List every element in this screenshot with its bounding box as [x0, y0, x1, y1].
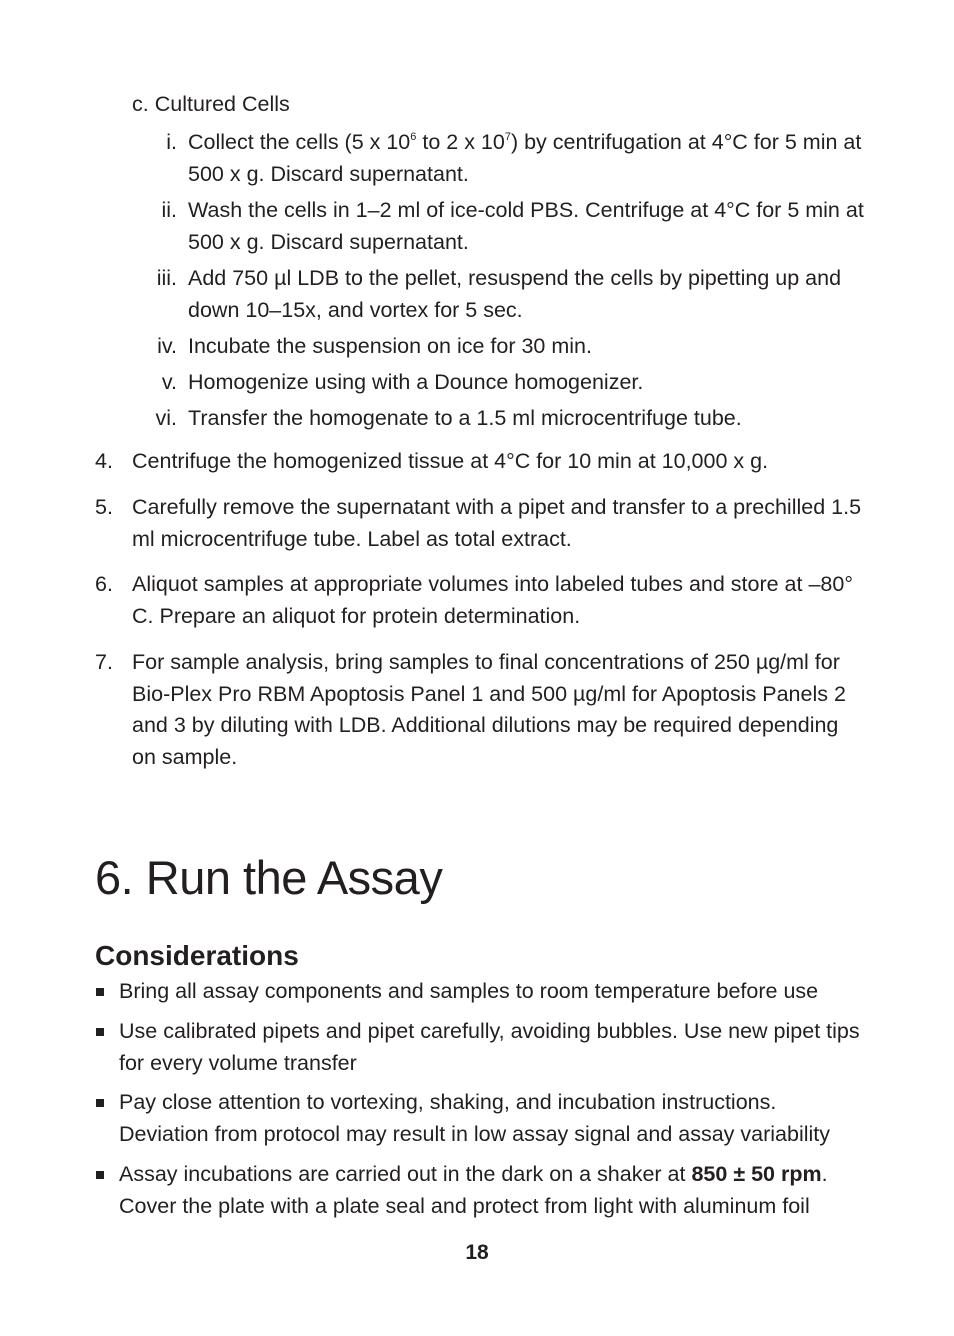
item-text: Transfer the homogenate to a 1.5 ml microcentrifuge tube. — [188, 406, 742, 430]
sub-section-heading — [132, 91, 290, 117]
square-bullet-icon — [96, 1028, 104, 1036]
bullet-text — [119, 1159, 864, 1222]
bullet-text-part: . Cover the plate with a plate seal and protect from light with aluminum foil — [119, 1162, 828, 1218]
step-text: For sample analysis, bring samples to final concentrations of 250 µg/ml for Bio-Plex Pro RBM Apoptosis Panel 1 and 500 µg/ml for Apoptosis Panels 2 and 3 by diluting with LDB. Additional dilutions may be required depending on sample. — [132, 650, 846, 769]
superscript: 6 — [410, 131, 417, 143]
bullet-text: Use calibrated pipets and pipet carefully, avoiding bubbles. Use new pipet tips for every volume transfer — [119, 1019, 860, 1075]
bullet-text: Pay close attention to vortexing, shaking, and incubation instructions. Deviation from protocol may result in low assay signal and assay variability — [119, 1090, 831, 1146]
considerations-heading: Considerations — [95, 940, 299, 971]
superscript: 7 — [504, 131, 511, 143]
item-text-part: to 2 x 10 — [416, 130, 505, 154]
step-number: 5. — [95, 495, 113, 519]
item-text: Wash the cells in 1–2 ml of ice-cold PBS. Centrifuge at 4°C for 5 min at 500 x g. Discard supernatant. — [188, 198, 864, 254]
step-text: Aliquot samples at appropriate volumes into labeled tubes and store at –80° C. Prepare an aliquot for protein determination. — [132, 572, 853, 628]
step-text: Carefully remove the supernatant with a pipet and transfer to a prechilled 1.5 ml microcentrifuge tube. Label as total extract. — [132, 495, 862, 551]
step-number: 7. — [95, 650, 113, 674]
step-number: 4. — [95, 449, 113, 473]
item-text: Incubate the suspension on ice for 30 min. — [188, 334, 592, 358]
square-bullet-icon — [96, 1099, 104, 1107]
item-text: Add 750 µl LDB to the pellet, resuspend the cells by pipetting up and down 10–15x, and vortex for 5 sec. — [188, 266, 842, 322]
step-number: 6. — [95, 572, 113, 596]
square-bullet-icon — [96, 988, 104, 996]
bullet-text-part: Assay incubations are carried out in the dark on a shaker at — [119, 1162, 692, 1186]
page-number: 18 — [465, 1241, 489, 1264]
item-number: iii. — [156, 266, 177, 290]
bullet-text: Bring all assay components and samples to room temperature before use — [119, 979, 819, 1003]
item-text: Homogenize using with a Dounce homogenizer. — [188, 370, 644, 394]
square-bullet-icon — [96, 1171, 104, 1179]
item-number: iv. — [157, 334, 177, 358]
item-text — [188, 127, 868, 190]
item-number: ii. — [161, 198, 177, 222]
shaker-speed: 850 ± 50 rpm — [691, 1162, 822, 1186]
item-number: vi. — [155, 406, 177, 430]
section-title: 6. Run the Assay — [95, 851, 443, 904]
item-text-part: Collect the cells (5 x 10 — [188, 130, 411, 154]
sub-section-title: Cultured Cells — [154, 92, 290, 116]
item-number: v. — [161, 370, 177, 394]
item-number: i. — [166, 130, 177, 154]
step-text: Centrifuge the homogenized tissue at 4°C for 10 min at 10,000 x g. — [132, 449, 769, 473]
sub-section-prefix: c. — [132, 92, 149, 116]
item-text-part: ) by centrifugation at 4°C for 5 min at 500 x g. Discard supernatant. — [188, 130, 862, 186]
